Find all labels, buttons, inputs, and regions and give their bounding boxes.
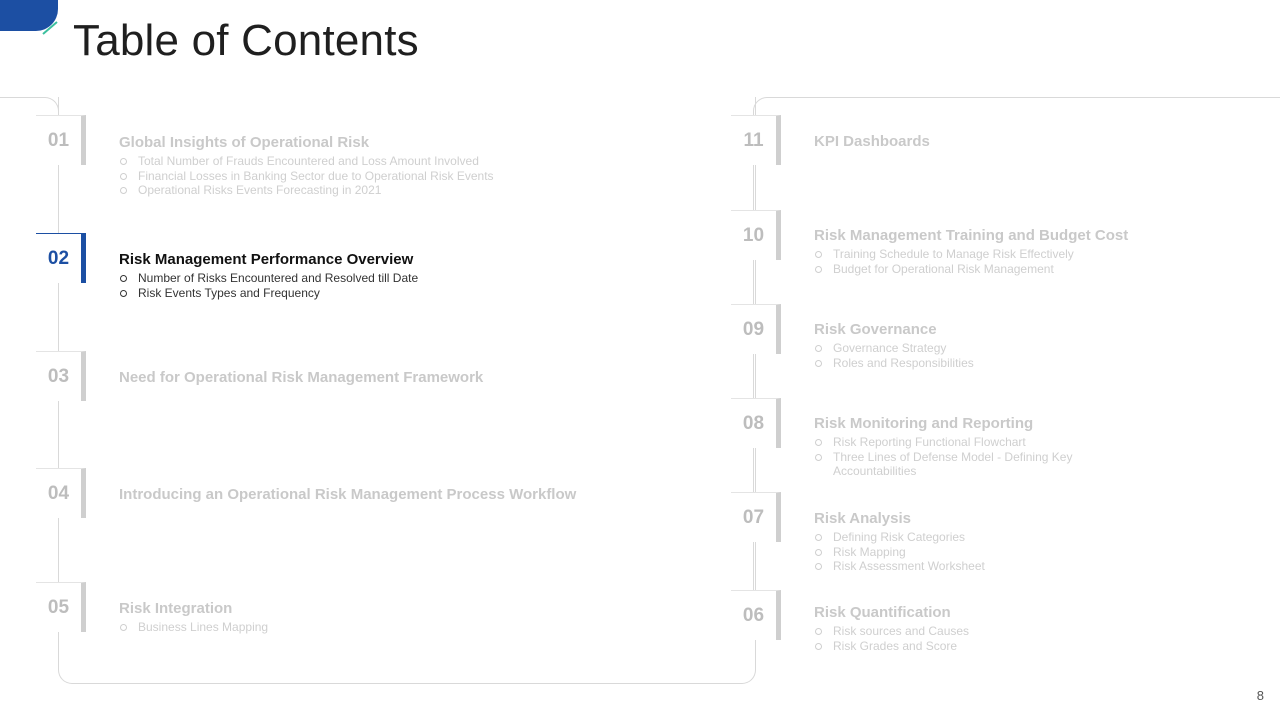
timeline-outline (0, 97, 59, 114)
toc-item[interactable] (119, 369, 679, 387)
toc-subitem: Governance Strategy (814, 341, 1234, 356)
toc-subitem: Financial Losses in Banking Sector due to Operational Risk Events (119, 169, 679, 184)
toc-item[interactable] (814, 604, 1234, 653)
toc-item-title: Need for Operational Risk Management Framework (119, 369, 484, 386)
toc-item[interactable] (814, 227, 1234, 276)
toc-subitem: Training Schedule to Manage Risk Effectively (814, 247, 1234, 262)
toc-number: 06 (731, 590, 781, 640)
toc-subitem: Risk Mapping (814, 545, 1234, 560)
toc-number: 11 (731, 115, 781, 165)
toc-subitem: Total Number of Frauds Encountered and Loss Amount Involved (119, 154, 679, 169)
toc-item-title: Global Insights of Operational Risk (119, 134, 370, 151)
toc-item-title: Risk Management Performance Overview (119, 251, 414, 268)
toc-subitem: Defining Risk Categories (814, 530, 1234, 545)
toc-number: 02 (36, 233, 86, 283)
toc-number: 10 (731, 210, 781, 260)
toc-subitem: Risk Events Types and Frequency (119, 286, 679, 301)
toc-subitem: Risk Grades and Score (814, 639, 1234, 654)
toc-number: 04 (36, 468, 86, 518)
toc-item[interactable] (814, 415, 1234, 479)
toc-subitem: Business Lines Mapping (119, 620, 679, 635)
toc-number: 08 (731, 398, 781, 448)
toc-item-title: Introducing an Operational Risk Management Process Workflow (119, 486, 577, 503)
toc-item-title: Risk Governance (814, 321, 937, 338)
toc-number: 03 (36, 351, 86, 401)
toc-item[interactable] (119, 486, 679, 504)
toc-item-title: Risk Management Training and Budget Cost (814, 227, 1129, 244)
toc-item-title: KPI Dashboards (814, 133, 930, 150)
toc-subitem: Risk sources and Causes (814, 624, 1234, 639)
toc-number: 09 (731, 304, 781, 354)
toc-subitem: Budget for Operational Risk Management (814, 262, 1234, 277)
toc-item-title: Risk Analysis (814, 510, 911, 527)
toc-subitem: Number of Risks Encountered and Resolved till Date (119, 271, 679, 286)
toc-item-title: Risk Quantification (814, 604, 951, 621)
toc-item[interactable] (119, 251, 679, 300)
toc-subitem: Three Lines of Defense Model - Defining Key Accountabilities (814, 450, 1114, 479)
toc-subitem: Roles and Responsibilities (814, 356, 1234, 371)
toc-item-title: Risk Monitoring and Reporting (814, 415, 1034, 432)
page-number: 8 (1256, 688, 1264, 703)
toc-number: 05 (36, 582, 86, 632)
toc-item-title: Risk Integration (119, 600, 233, 617)
toc-subitem: Risk Reporting Functional Flowchart (814, 435, 1114, 450)
toc-item[interactable] (119, 600, 679, 635)
page-title: Table of Contents (73, 16, 419, 65)
accent-slash-icon (40, 20, 60, 36)
toc-item[interactable] (814, 133, 1234, 151)
toc-item[interactable] (119, 134, 679, 198)
toc-number: 01 (36, 115, 86, 165)
toc-item[interactable] (814, 510, 1234, 574)
toc-subitem: Risk Assessment Worksheet (814, 559, 1234, 574)
toc-subitem: Operational Risks Events Forecasting in 2021 (119, 183, 679, 198)
toc-number: 07 (731, 492, 781, 542)
toc-item[interactable] (814, 321, 1234, 370)
